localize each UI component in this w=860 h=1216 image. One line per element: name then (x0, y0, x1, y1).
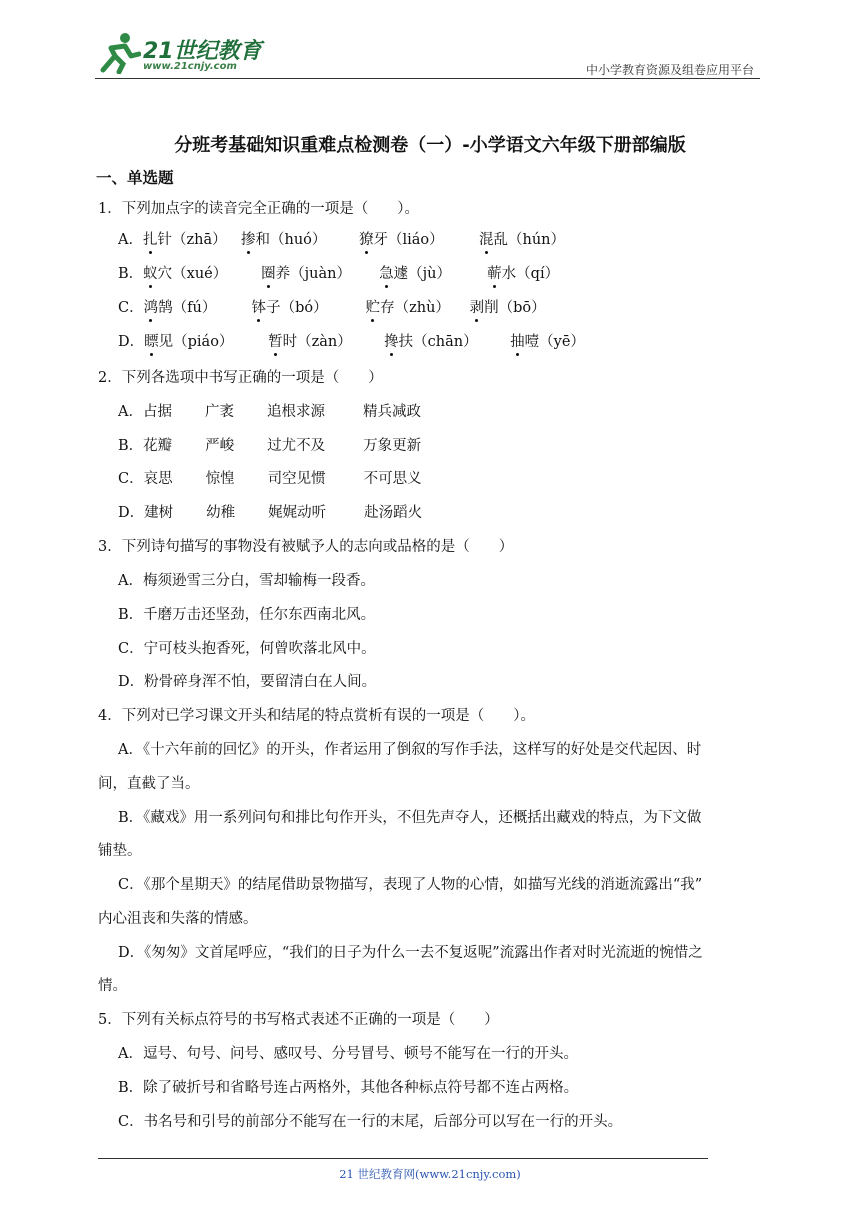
logo-url: www.21cnjy.com (143, 61, 237, 72)
page-title: 分班考基础知识重难点检测卷（一）-小学语文六年级下册部编版 (174, 135, 686, 156)
question-1-option-b: B．蚁穴（xué） 圈养（juàn） 急遽（jù） 蕲水（qí） (118, 262, 559, 283)
question-4-option-c-cont: 内心沮丧和失落的情感。 (98, 911, 258, 927)
question-1-option-c: C．鸿鹄（fú） 钵子（bó） 贮存（zhù） 剥削（bō） (118, 296, 546, 317)
question-2-option-c: C．哀思 惊惶 司空见惯 不可思义 (118, 471, 422, 487)
question-2-option-b: B．花瓣 严峻 过尤不及 万象更新 (118, 438, 422, 454)
question-3-option-a: A．梅须逊雪三分白，雪却输梅一段香。 (118, 573, 375, 589)
question-4-option-b: B．《藏戏》用一系列问句和排比句作开头，不但先声夺人，还概括出藏戏的特点，为下文做 (118, 810, 702, 826)
footer-link[interactable]: 21 世纪教育网(www.21cnjy.com) (339, 1167, 521, 1181)
logo-text: 21世纪教育 (143, 39, 262, 64)
question-3-option-c: C．宁可枝头抱香死，何曾吹落北风中。 (118, 641, 376, 657)
question-4-option-a: A．《十六年前的回忆》的开头，作者运用了倒叙的写作手法，这样写的好处是交代起因、时 (118, 742, 702, 758)
question-5-stem: 5．下列有关标点符号的书写格式表述不正确的一项是（ ） (98, 1012, 499, 1028)
question-5-option-c: C．书名号和引号的前部分不能写在一行的末尾，后部分可以写在一行的开头。 (118, 1114, 623, 1130)
question-1-option-d: D．瞟见（piáo） 暂时（zàn） 搀扶（chān） 抽噎（yē） (118, 330, 585, 351)
platform-name: 中小学教育资源及组卷应用平台 (585, 63, 754, 77)
question-4-option-b-cont: 铺垫。 (98, 843, 142, 859)
question-2-stem: 2．下列各选项中书写正确的一项是（ ） (98, 370, 383, 386)
question-3-stem: 3．下列诗句描写的事物没有被赋予人的志向或品格的是（ ） (98, 539, 514, 555)
option-label: A． (118, 232, 143, 248)
page-header (95, 28, 760, 80)
section-heading: 一、单选题 (96, 169, 174, 187)
question-4-option-a-cont: 间，直截了当。 (98, 776, 200, 792)
footer-divider (98, 1158, 708, 1159)
question-3-option-d: D．粉骨碎身浑不怕，要留清白在人间。 (118, 674, 377, 690)
runner-logo-icon (95, 30, 141, 74)
question-5-option-a: A．逗号、句号、问号、感叹号、分号冒号、顿号不能写在一行的开头。 (118, 1046, 578, 1062)
logo (95, 28, 285, 76)
question-1-option-a: A．扎针（zhā） 掺和（huó） 獠牙（liáo） 混乱（hún） (118, 228, 565, 249)
header-divider (95, 78, 760, 79)
question-3-option-b: B．千磨万击还坚劲，任尔东西南北风。 (118, 607, 376, 623)
question-5-option-b: B．除了破折号和省略号连占两格外，其他各种标点符号都不连占两格。 (118, 1080, 579, 1096)
question-2-option-d: D．建树 幼稚 娓娓动听 赴汤蹈火 (118, 505, 423, 521)
question-4-option-c: C．《那个星期天》的结尾借助景物描写，表现了人物的心情，如描写光线的消逝流露出“我” (118, 877, 703, 893)
question-4-option-d-cont: 情。 (98, 978, 127, 994)
question-4-option-d: D．《匆匆》文首尾呼应，“我们的日子为什么一去不复返呢”流露出作者对时光流逝的惋惜之 (118, 945, 703, 961)
question-4-stem: 4．下列对已学习课文开头和结尾的特点赏析有误的一项是（ ）。 (98, 708, 535, 724)
question-2-option-a: A．占据 广袤 追根求源 精兵减政 (118, 404, 421, 420)
question-1-stem: 1．下列加点字的读音完全正确的一项是（ ）。 (98, 201, 419, 217)
